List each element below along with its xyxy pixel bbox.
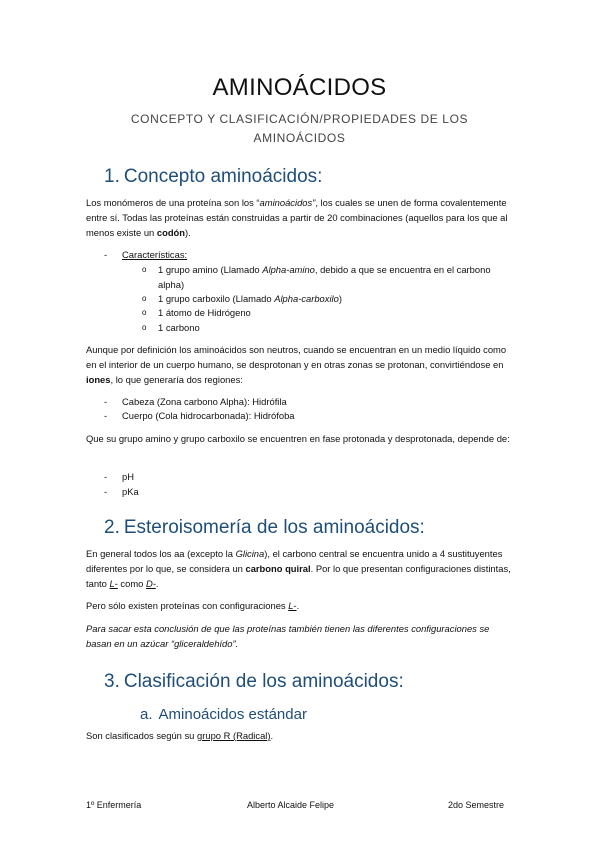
section3-heading-text: Clasificación de los aminoácidos:	[123, 671, 404, 692]
text-run-bold: codón	[156, 227, 185, 238]
dash-bullet: -	[104, 249, 108, 260]
section3-heading	[104, 671, 404, 693]
section2-paragraph-1	[86, 546, 516, 591]
characteristic-item	[142, 305, 512, 320]
text-run: .	[155, 578, 159, 589]
text-run: Son clasificados según su	[86, 730, 198, 741]
text-run: Los monómeros de una proteína son los “	[86, 197, 260, 208]
circle-bullet: o	[142, 294, 147, 303]
text-run: .	[270, 730, 274, 741]
text-run-italic: Alpha-amino	[262, 264, 315, 275]
text-run: , los cuales se unen de forma covalentemente entre sí. Todas las proteínas están construidas a partir de 20 combinaciones (aquellos para los que al menos existe un	[86, 197, 508, 238]
section2-number: 2.	[104, 517, 120, 538]
section1-paragraph-2	[86, 342, 516, 387]
text-run: Pero sólo existen proteínas con configuraciones	[86, 600, 289, 611]
text-run: .	[296, 600, 300, 611]
section3-number: 3.	[104, 671, 120, 692]
text-run: ), el carbono central se encuentra unido a 4 sustituyentes diferentes por lo que, se considera un	[86, 548, 503, 574]
section1-heading-text: Concepto aminoácidos:	[123, 166, 323, 187]
document-title: AMINOÁCIDOS	[212, 74, 387, 101]
region-text: Cuerpo (Cola hidrocarbonada): Hidrófoba	[122, 410, 295, 421]
text-run-italic: L-	[288, 600, 297, 611]
dash-bullet: -	[104, 471, 108, 482]
footer-course: 1º Enfermería	[86, 800, 142, 810]
section1-heading	[104, 166, 322, 188]
characteristic-item	[142, 291, 512, 306]
text-run: como	[117, 578, 146, 589]
footer-semester: 2do Semestre	[448, 800, 505, 810]
text-run: Aunque por definición los aminoácidos son neutros, cuando se encuentran en un medio líquido como en el interior de un cuerpo humano, se desprotonan y en otras zonas se protonan, convirtiéndose en	[86, 344, 507, 370]
text-run: ).	[185, 227, 191, 238]
section3a-number: a.	[140, 706, 153, 723]
text-run-bold: carbono quiral	[245, 563, 311, 574]
characteristic-text	[158, 262, 508, 292]
text-run: , debido a que se encuentra en el carbono alpha)	[158, 264, 491, 290]
section2-heading	[104, 517, 425, 539]
text-run-italic: L-	[109, 578, 118, 589]
text-run: En general todos los aa (excepto la	[86, 548, 236, 559]
characteristic-text: 1 carbono	[158, 322, 200, 333]
dash-bullet: -	[104, 410, 108, 421]
characteristic-item	[142, 320, 512, 335]
characteristic-text: 1 átomo de Hidrógeno	[158, 307, 251, 318]
text-run: 1 grupo amino (Llamado	[158, 264, 263, 275]
dash-bullet: -	[104, 396, 108, 407]
circle-bullet: o	[142, 308, 147, 317]
dependency-text: pH	[122, 471, 134, 482]
text-run-italic: Alpha-carboxilo	[274, 293, 339, 304]
section3a-heading-text: Aminoácidos estándar	[158, 706, 307, 723]
region-text: Cabeza (Zona carbono Alpha): Hidrófila	[122, 396, 287, 407]
text-run: 1 grupo carboxilo (Llamado	[158, 293, 275, 304]
section3-paragraph-1	[86, 728, 516, 743]
text-run-underlined: grupo R (Radical)	[197, 730, 271, 741]
dependency-text: pKa	[122, 486, 139, 497]
characteristics-label: Características:	[122, 249, 188, 260]
circle-bullet: o	[142, 323, 147, 332]
section1-paragraph-3: Que su grupo amino y grupo carboxilo se encuentren en fase protonada y desprotonada, depende de:	[86, 433, 510, 444]
circle-bullet: o	[142, 265, 147, 274]
section2-paragraph-2	[86, 598, 516, 613]
section1-paragraph-1	[86, 195, 516, 240]
characteristic-item	[142, 262, 512, 292]
section2-heading-text: Esteroisomería de los aminoácidos:	[123, 517, 425, 538]
section1-number: 1.	[104, 166, 120, 187]
text-run: , lo que generaría dos regiones:	[110, 374, 243, 385]
dash-bullet: -	[104, 486, 108, 497]
characteristic-text	[158, 291, 508, 306]
text-run: )	[338, 293, 342, 304]
text-run-italic: D-	[145, 578, 156, 589]
text-run-bold: iones	[86, 374, 111, 385]
section3a-heading	[140, 706, 307, 723]
text-run: . Por lo que presentan configuraciones distintas, tanto	[86, 563, 511, 589]
text-run-italic: aminoácidos”	[259, 197, 316, 208]
document-subtitle: CONCEPTO Y CLASIFICACIÓN/PROPIEDADES DE LOS AMINOÁCIDOS	[130, 112, 469, 145]
footer-author: Alberto Alcaide Felipe	[247, 800, 335, 810]
section2-paragraph-3: Para sacar esta conclusión de que las proteínas también tienen las diferentes configuraciones se basan en un azúcar “gliceraldehído”.	[86, 623, 490, 649]
text-run-italic: Glicina	[235, 548, 265, 559]
